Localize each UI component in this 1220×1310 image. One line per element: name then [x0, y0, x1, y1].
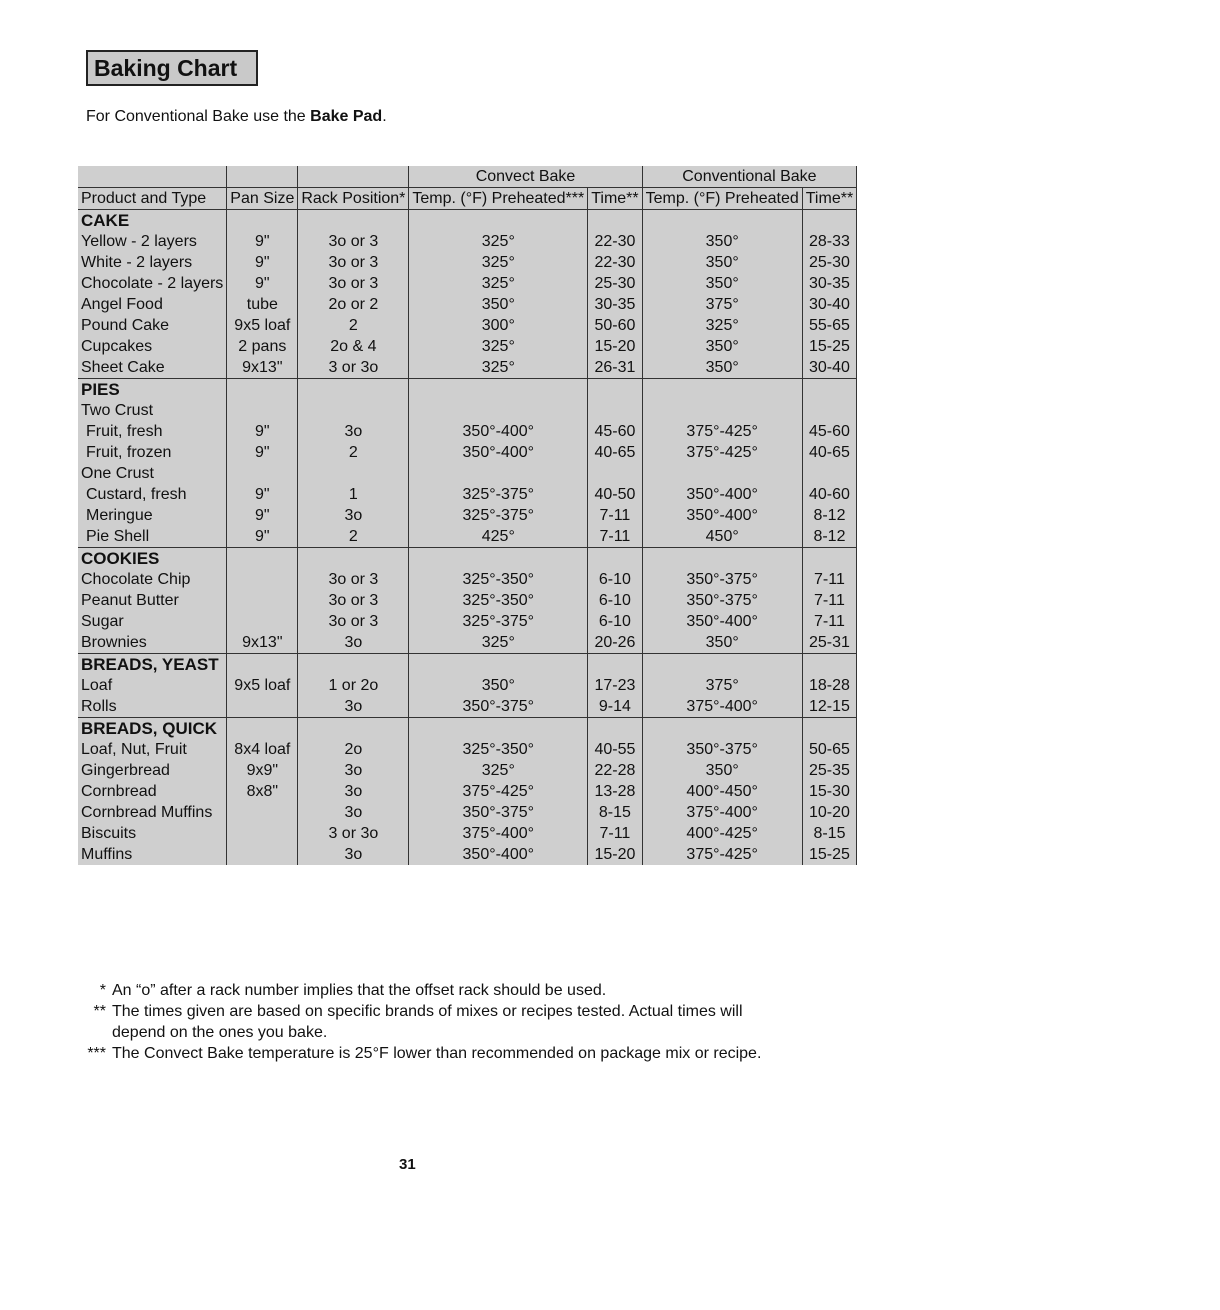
footnote-text: The Convect Bake temperature is 25°F lower than recommended on package mix or recipe. [112, 1045, 762, 1062]
section-spacer-cell [642, 548, 802, 570]
section-header-row [78, 654, 857, 676]
cell-convect-temp: 325° [409, 760, 588, 781]
table-row [78, 505, 857, 526]
cell-pan-size: 9x9" [227, 760, 298, 781]
section-spacer-cell [409, 718, 588, 740]
cell-convect-time: 17-23 [588, 675, 642, 696]
cell-product: Angel Food [78, 294, 227, 315]
section-spacer-cell [409, 654, 588, 676]
cell-conventional-time: 30-35 [802, 273, 856, 294]
cell-conventional-temp: 350° [642, 231, 802, 252]
cell-product: Cupcakes [78, 336, 227, 357]
header-product: Product and Type [78, 188, 227, 210]
cell-product: Fruit, frozen [78, 442, 227, 463]
cell-conventional-time: 7-11 [802, 611, 856, 632]
cell-convect-temp: 325° [409, 336, 588, 357]
cell-rack-position: 3o [298, 781, 409, 802]
cell-rack-position: 2 [298, 442, 409, 463]
cell-product: Pound Cake [78, 315, 227, 336]
footnote-mark: * [99, 982, 106, 999]
cell-pan-size: 9" [227, 252, 298, 273]
section-spacer-cell [298, 548, 409, 570]
table-row [78, 526, 857, 548]
table-row [78, 252, 857, 273]
section-spacer-cell [227, 548, 298, 570]
cell-rack-position: 2o [298, 739, 409, 760]
cell-conventional-temp: 400°-425° [642, 823, 802, 844]
cell-convect-temp: 350°-375° [409, 696, 588, 718]
table-row [78, 421, 857, 442]
cell-convect-time: 26-31 [588, 357, 642, 379]
cell-pan-size: 9" [227, 526, 298, 548]
cell-convect-temp: 325°-375° [409, 484, 588, 505]
cell-conventional-time: 28-33 [802, 231, 856, 252]
cell-pan-size: 9" [227, 421, 298, 442]
table-row [78, 844, 857, 865]
cell-conventional-temp: 375° [642, 675, 802, 696]
cell-convect-time: 8-15 [588, 802, 642, 823]
cell-convect-time: 7-11 [588, 505, 642, 526]
section-spacer-cell [588, 210, 642, 232]
table-row [78, 231, 857, 252]
table-row [78, 294, 857, 315]
cell-rack-position [298, 400, 409, 421]
section-spacer-cell [298, 210, 409, 232]
cell-convect-temp: 350° [409, 294, 588, 315]
cell-pan-size [227, 823, 298, 844]
cell-product: Cornbread Muffins [78, 802, 227, 823]
cell-conventional-time: 15-25 [802, 336, 856, 357]
cell-pan-size [227, 844, 298, 865]
section-spacer-cell [802, 654, 856, 676]
cell-pan-size [227, 569, 298, 590]
cell-conventional-temp: 350° [642, 760, 802, 781]
section-spacer-cell [642, 210, 802, 232]
cell-rack-position: 2o or 2 [298, 294, 409, 315]
cell-conventional-time: 40-65 [802, 442, 856, 463]
cell-convect-temp: 350° [409, 675, 588, 696]
cell-convect-temp: 325°-350° [409, 590, 588, 611]
cell-conventional-time: 30-40 [802, 357, 856, 379]
cell-convect-time [588, 463, 642, 484]
cell-product: Sheet Cake [78, 357, 227, 379]
cell-convect-time: 40-65 [588, 442, 642, 463]
cell-conventional-time: 25-30 [802, 252, 856, 273]
page-number: 31 [399, 1156, 416, 1173]
intro-suffix: . [382, 108, 387, 125]
cell-conventional-temp: 350° [642, 273, 802, 294]
cell-conventional-time: 15-30 [802, 781, 856, 802]
cell-pan-size: tube [227, 294, 298, 315]
cell-convect-temp: 350°-400° [409, 421, 588, 442]
cell-convect-time: 40-50 [588, 484, 642, 505]
table-row [78, 357, 857, 379]
cell-conventional-time: 8-15 [802, 823, 856, 844]
baking-chart-table [78, 166, 857, 865]
cell-product: Fruit, fresh [78, 421, 227, 442]
cell-convect-temp [409, 400, 588, 421]
cell-rack-position: 2 [298, 526, 409, 548]
cell-convect-temp: 325°-375° [409, 611, 588, 632]
cell-conventional-time: 7-11 [802, 590, 856, 611]
header-blank [78, 166, 227, 188]
cell-convect-temp: 325° [409, 357, 588, 379]
section-spacer-cell [227, 718, 298, 740]
section-spacer-cell [227, 210, 298, 232]
cell-conventional-temp: 375°-400° [642, 696, 802, 718]
cell-product: Brownies [78, 632, 227, 654]
cell-pan-size: 9x13" [227, 632, 298, 654]
cell-conventional-temp: 375°-425° [642, 421, 802, 442]
cell-rack-position: 3o [298, 421, 409, 442]
table-row [78, 590, 857, 611]
cell-product: Rolls [78, 696, 227, 718]
header-convect-temp: Temp. (°F) Preheated*** [409, 188, 588, 210]
footnote-text: The times given are based on specific brands of mixes or recipes tested. Actual times will depend on the ones you bake. [112, 1003, 743, 1041]
table-row [78, 696, 857, 718]
cell-product: Gingerbread [78, 760, 227, 781]
section-spacer-cell [642, 718, 802, 740]
cell-product: Sugar [78, 611, 227, 632]
cell-convect-temp [409, 463, 588, 484]
table-row [78, 569, 857, 590]
cell-pan-size: 8x8" [227, 781, 298, 802]
table-row [78, 400, 857, 421]
cell-pan-size [227, 590, 298, 611]
cell-rack-position: 3o [298, 760, 409, 781]
cell-product: Pie Shell [78, 526, 227, 548]
cell-convect-time: 22-30 [588, 252, 642, 273]
cell-convect-temp: 325°-350° [409, 739, 588, 760]
cell-rack-position: 1 [298, 484, 409, 505]
cell-pan-size: 9" [227, 273, 298, 294]
cell-product: White - 2 layers [78, 252, 227, 273]
table-row [78, 802, 857, 823]
table-row [78, 781, 857, 802]
cell-product: Peanut Butter [78, 590, 227, 611]
section-spacer-cell [802, 379, 856, 401]
cell-conventional-time: 8-12 [802, 526, 856, 548]
footnote-text: An “o” after a rack number implies that the offset rack should be used. [112, 982, 607, 999]
cell-conventional-temp: 350° [642, 336, 802, 357]
section-spacer-cell [409, 379, 588, 401]
section-spacer-cell [588, 379, 642, 401]
cell-convect-time: 50-60 [588, 315, 642, 336]
header-convect-time: Time** [588, 188, 642, 210]
cell-conventional-time: 12-15 [802, 696, 856, 718]
cell-conventional-time: 50-65 [802, 739, 856, 760]
intro-text [86, 108, 387, 126]
header-rack-position: Rack Position* [298, 188, 409, 210]
cell-conventional-temp: 350° [642, 632, 802, 654]
cell-product: Chocolate Chip [78, 569, 227, 590]
footnote-mark: ** [93, 1003, 106, 1020]
cell-product: Yellow - 2 layers [78, 231, 227, 252]
cell-conventional-temp: 350°-400° [642, 484, 802, 505]
cell-convect-time: 6-10 [588, 611, 642, 632]
cell-convect-time: 45-60 [588, 421, 642, 442]
cell-convect-time: 7-11 [588, 823, 642, 844]
section-label: CAKE [78, 210, 227, 232]
cell-conventional-time: 55-65 [802, 315, 856, 336]
table-row [78, 336, 857, 357]
cell-conventional-temp: 450° [642, 526, 802, 548]
header-blank [298, 166, 409, 188]
cell-convect-time: 22-28 [588, 760, 642, 781]
section-label: BREADS, YEAST [78, 654, 227, 676]
cell-conventional-temp: 350° [642, 357, 802, 379]
section-label: PIES [78, 379, 227, 401]
table-row [78, 484, 857, 505]
cell-rack-position: 3o [298, 632, 409, 654]
cell-product: Meringue [78, 505, 227, 526]
header-conventional-time: Time** [802, 188, 856, 210]
cell-conventional-temp: 375°-400° [642, 802, 802, 823]
cell-convect-temp: 375°-425° [409, 781, 588, 802]
cell-convect-time: 6-10 [588, 590, 642, 611]
table-row [78, 823, 857, 844]
cell-convect-time: 6-10 [588, 569, 642, 590]
cell-convect-temp: 350°-375° [409, 802, 588, 823]
cell-conventional-temp: 350°-400° [642, 505, 802, 526]
cell-conventional-time: 8-12 [802, 505, 856, 526]
cell-product: Cornbread [78, 781, 227, 802]
cell-pan-size: 9x13" [227, 357, 298, 379]
cell-conventional-time: 25-31 [802, 632, 856, 654]
cell-product: Custard, fresh [78, 484, 227, 505]
cell-rack-position: 3o or 3 [298, 273, 409, 294]
cell-pan-size: 2 pans [227, 336, 298, 357]
cell-convect-time: 9-14 [588, 696, 642, 718]
section-spacer-cell [409, 548, 588, 570]
intro-bold: Bake Pad [310, 108, 383, 125]
section-label: COOKIES [78, 548, 227, 570]
footnote [84, 1001, 764, 1043]
cell-rack-position: 3o or 3 [298, 569, 409, 590]
cell-conventional-time: 30-40 [802, 294, 856, 315]
cell-conventional-temp: 350°-400° [642, 611, 802, 632]
section-header-row [78, 379, 857, 401]
cell-product: Two Crust [78, 400, 227, 421]
cell-rack-position: 3o or 3 [298, 611, 409, 632]
footnote [84, 980, 764, 1001]
cell-pan-size: 9" [227, 231, 298, 252]
cell-convect-time [588, 400, 642, 421]
cell-convect-temp: 325° [409, 632, 588, 654]
cell-conventional-time: 15-25 [802, 844, 856, 865]
cell-conventional-temp: 375° [642, 294, 802, 315]
cell-conventional-time: 7-11 [802, 569, 856, 590]
cell-convect-time: 13-28 [588, 781, 642, 802]
cell-conventional-temp: 350°-375° [642, 590, 802, 611]
section-spacer-cell [588, 548, 642, 570]
header-convect-bake: Convect Bake [409, 166, 642, 188]
cell-convect-temp: 325°-350° [409, 569, 588, 590]
cell-convect-time: 25-30 [588, 273, 642, 294]
cell-rack-position: 3 or 3o [298, 357, 409, 379]
cell-product: Chocolate - 2 layers [78, 273, 227, 294]
cell-conventional-temp: 375°-425° [642, 844, 802, 865]
section-spacer-cell [298, 718, 409, 740]
footnotes [84, 980, 764, 1064]
section-spacer-cell [802, 718, 856, 740]
cell-pan-size [227, 802, 298, 823]
chart-body [78, 210, 857, 866]
section-spacer-cell [588, 718, 642, 740]
cell-pan-size [227, 463, 298, 484]
cell-conventional-temp: 350°-375° [642, 739, 802, 760]
cell-convect-temp: 325°-375° [409, 505, 588, 526]
cell-convect-temp: 350°-400° [409, 442, 588, 463]
cell-pan-size [227, 696, 298, 718]
cell-rack-position: 3o or 3 [298, 252, 409, 273]
cell-convect-temp: 325° [409, 231, 588, 252]
cell-rack-position: 3o [298, 505, 409, 526]
cell-product: Loaf [78, 675, 227, 696]
cell-rack-position: 3 or 3o [298, 823, 409, 844]
cell-product: Muffins [78, 844, 227, 865]
section-spacer-cell [588, 654, 642, 676]
section-header-row [78, 210, 857, 232]
cell-convect-temp: 300° [409, 315, 588, 336]
section-spacer-cell [642, 654, 802, 676]
cell-conventional-temp [642, 463, 802, 484]
cell-rack-position: 2o & 4 [298, 336, 409, 357]
cell-convect-time: 7-11 [588, 526, 642, 548]
cell-conventional-temp: 325° [642, 315, 802, 336]
cell-conventional-temp: 375°-425° [642, 442, 802, 463]
cell-conventional-time: 18-28 [802, 675, 856, 696]
section-spacer-cell [227, 379, 298, 401]
cell-rack-position: 3o or 3 [298, 590, 409, 611]
cell-pan-size: 9" [227, 484, 298, 505]
cell-conventional-temp [642, 400, 802, 421]
cell-conventional-time: 10-20 [802, 802, 856, 823]
footnote [84, 1043, 764, 1064]
header-blank [227, 166, 298, 188]
cell-conventional-temp: 350°-375° [642, 569, 802, 590]
table-row [78, 463, 857, 484]
cell-pan-size: 9x5 loaf [227, 675, 298, 696]
cell-convect-time: 22-30 [588, 231, 642, 252]
table-row [78, 739, 857, 760]
cell-conventional-time [802, 463, 856, 484]
cell-product: Loaf, Nut, Fruit [78, 739, 227, 760]
cell-convect-temp: 350°-400° [409, 844, 588, 865]
cell-rack-position: 3o [298, 696, 409, 718]
table-row [78, 315, 857, 336]
cell-rack-position: 3o [298, 802, 409, 823]
cell-product: Biscuits [78, 823, 227, 844]
section-spacer-cell [298, 379, 409, 401]
cell-conventional-time: 25-35 [802, 760, 856, 781]
cell-pan-size: 9" [227, 442, 298, 463]
section-spacer-cell [227, 654, 298, 676]
cell-conventional-temp: 350° [642, 252, 802, 273]
cell-convect-time: 40-55 [588, 739, 642, 760]
table-row [78, 611, 857, 632]
cell-conventional-time: 45-60 [802, 421, 856, 442]
section-spacer-cell [802, 548, 856, 570]
cell-rack-position: 1 or 2o [298, 675, 409, 696]
section-header-row [78, 718, 857, 740]
section-spacer-cell [642, 379, 802, 401]
section-spacer-cell [802, 210, 856, 232]
cell-rack-position: 3o or 3 [298, 231, 409, 252]
cell-rack-position [298, 463, 409, 484]
cell-pan-size [227, 400, 298, 421]
intro-prefix: For Conventional Bake use the [86, 108, 311, 125]
cell-convect-temp: 325° [409, 252, 588, 273]
cell-pan-size: 9" [227, 505, 298, 526]
table-row [78, 442, 857, 463]
header-conventional-bake: Conventional Bake [642, 166, 857, 188]
header-conventional-temp: Temp. (°F) Preheated [642, 188, 802, 210]
table-row [78, 760, 857, 781]
cell-convect-temp: 425° [409, 526, 588, 548]
page-title: Baking Chart [86, 50, 258, 86]
section-header-row [78, 548, 857, 570]
section-spacer-cell [409, 210, 588, 232]
table-row [78, 675, 857, 696]
cell-pan-size: 8x4 loaf [227, 739, 298, 760]
cell-convect-temp: 375°-400° [409, 823, 588, 844]
table-row [78, 632, 857, 654]
cell-product: One Crust [78, 463, 227, 484]
cell-pan-size: 9x5 loaf [227, 315, 298, 336]
cell-pan-size [227, 611, 298, 632]
footnote-mark: *** [87, 1045, 106, 1062]
cell-convect-temp: 325° [409, 273, 588, 294]
cell-convect-time: 15-20 [588, 844, 642, 865]
cell-rack-position: 2 [298, 315, 409, 336]
cell-conventional-time [802, 400, 856, 421]
cell-rack-position: 3o [298, 844, 409, 865]
section-spacer-cell [298, 654, 409, 676]
cell-conventional-temp: 400°-450° [642, 781, 802, 802]
cell-convect-time: 20-26 [588, 632, 642, 654]
table-row [78, 273, 857, 294]
cell-convect-time: 15-20 [588, 336, 642, 357]
section-label: BREADS, QUICK [78, 718, 227, 740]
cell-convect-time: 30-35 [588, 294, 642, 315]
header-pan-size: Pan Size [227, 188, 298, 210]
cell-conventional-time: 40-60 [802, 484, 856, 505]
